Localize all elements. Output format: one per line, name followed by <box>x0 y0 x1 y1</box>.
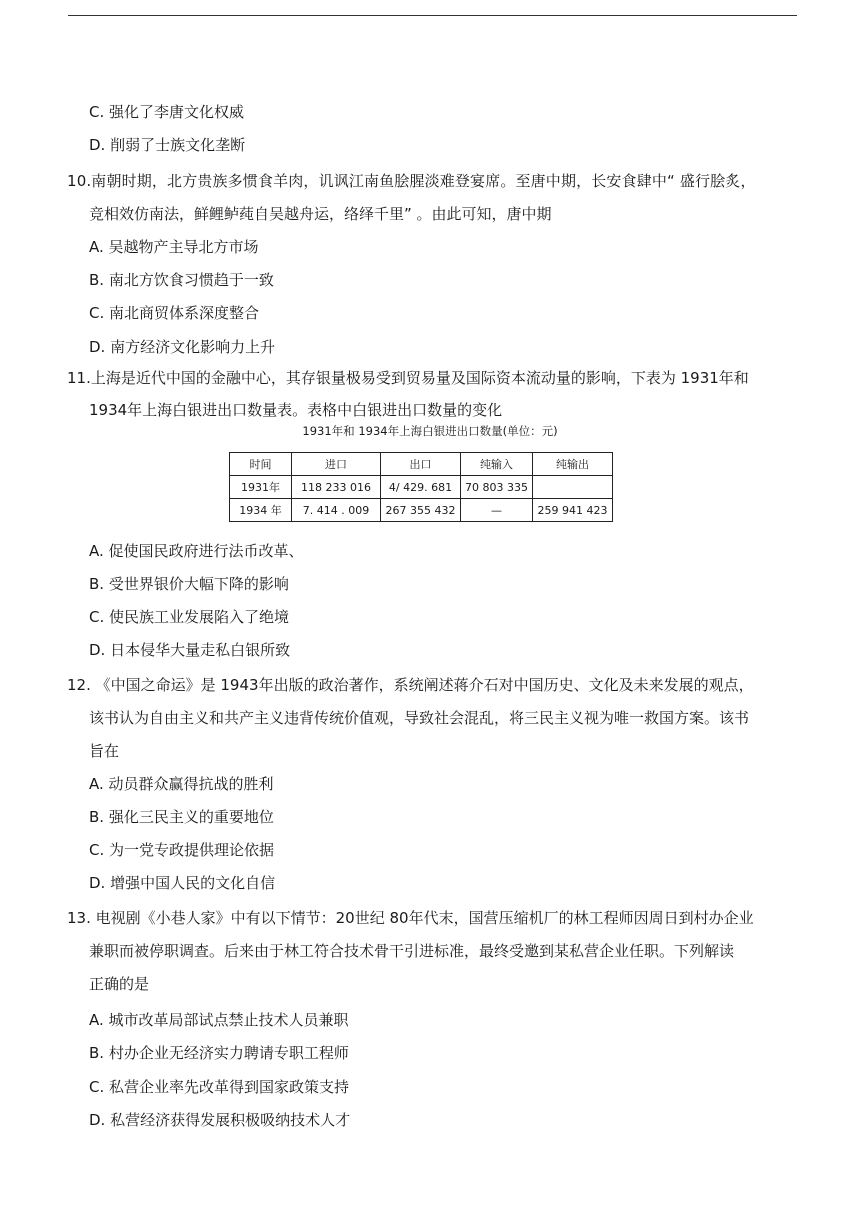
table-cell: 259 941 423 <box>532 499 612 522</box>
table-row <box>230 499 613 522</box>
table-cell: 118 233 016 <box>292 476 381 499</box>
q9-option-c: C. 强化了李唐文化权威 <box>89 103 245 121</box>
q11-stem-line-1: 11.上海是近代中国的金融中心，其存银量极易受到贸易量及国际资本流动量的影响，下表为 1931年和 <box>67 369 749 387</box>
table-cell: 4/ 429. 681 <box>381 476 461 499</box>
table-header-cell: 纯输入 <box>461 453 533 476</box>
q12-stem-line-1: 12. 《中国之命运》是 1943年出版的政治著作，系统阐述蒋介石对中国历史、文化及未来发展的观点， <box>67 676 754 694</box>
table-cell: 1931年 <box>230 476 292 499</box>
q10-stem-line-2: 竞相效仿南法，鲜鲤鲈莼自吴越舟运，络绎千里” 。由此可知，唐中期 <box>89 205 552 223</box>
q9-option-d: D. 削弱了士族文化垄断 <box>89 136 246 154</box>
q12-option-c: C. 为一党专政提供理论依据 <box>89 841 275 859</box>
q10-option-d: D. 南方经济文化影响力上升 <box>89 338 276 356</box>
q13-stem-line-3: 正确的是 <box>89 975 150 993</box>
table-cell <box>532 476 612 499</box>
table-cell: — <box>461 499 533 522</box>
q12-stem-line-2: 该书认为自由主义和共产主义违背传统价值观，导致社会混乱，将三民主义视为唯一救国方案。该书 <box>89 709 750 727</box>
q12-option-a: A. 动员群众赢得抗战的胜利 <box>89 775 274 793</box>
q10-option-c: C. 南北商贸体系深度整合 <box>89 304 260 322</box>
q13-option-c: C. 私营企业率先改革得到国家政策支持 <box>89 1078 350 1096</box>
q12-option-b: B. 强化三民主义的重要地位 <box>89 808 274 826</box>
table-cell: 7. 414 . 009 <box>292 499 381 522</box>
q12-option-d: D. 增强中国人民的文化自信 <box>89 874 276 892</box>
q13-stem-line-1: 13. 电视剧《小巷人家》中有以下情节：20世纪 80年代末，国营压缩机厂的林工程师因周日到村办企业 <box>67 909 754 927</box>
q12-stem-line-3: 旨在 <box>89 742 120 760</box>
q10-option-a: A. 吴越物产主导北方市场 <box>89 238 259 256</box>
q11-option-b: B. 受世界银价大幅下降的影响 <box>89 575 289 593</box>
table-header-cell: 纯输出 <box>532 453 612 476</box>
silver-table-caption: 1931年和 1934年上海白银进出口数量(单位：元) <box>302 424 558 438</box>
q10-stem-line-1: 10.南朝时期，北方贵族多惯食羊肉，讥讽江南鱼脍腥淡难登宴席。至唐中期，长安食肆中“ 盛行脍炙， <box>67 172 756 190</box>
q13-option-d: D. 私营经济获得发展积极吸纳技术人才 <box>89 1111 351 1129</box>
q11-option-a: A. 促使国民政府进行法币改革、 <box>89 542 304 560</box>
table-header-cell: 时间 <box>230 453 292 476</box>
table-cell: 1934 年 <box>230 499 292 522</box>
header-rule <box>68 15 797 16</box>
q13-option-a: A. 城市改革局部试点禁止技术人员兼职 <box>89 1011 349 1029</box>
table-header-cell: 进口 <box>292 453 381 476</box>
table-header-cell: 出口 <box>381 453 461 476</box>
table-cell: 70 803 335 <box>461 476 533 499</box>
q11-option-d: D. 日本侵华大量走私白银所致 <box>89 641 291 659</box>
q13-stem-line-2: 兼职而被停职调查。后来由于林工符合技术骨干引进标准，最终受邀到某私营企业任职。下列解读 <box>89 942 735 960</box>
table-cell: 267 355 432 <box>381 499 461 522</box>
q10-option-b: B. 南北方饮食习惯趋于一致 <box>89 271 274 289</box>
q11-stem-line-2: 1934年上海白银进出口数量表。表格中白银进出口数量的变化 <box>89 401 503 419</box>
silver-trade-table <box>229 452 613 522</box>
q13-option-b: B. 村办企业无经济实力聘请专职工程师 <box>89 1044 349 1062</box>
table-row <box>230 476 613 499</box>
q11-option-c: C. 使民族工业发展陷入了绝境 <box>89 608 290 626</box>
table-header-row <box>230 453 613 476</box>
